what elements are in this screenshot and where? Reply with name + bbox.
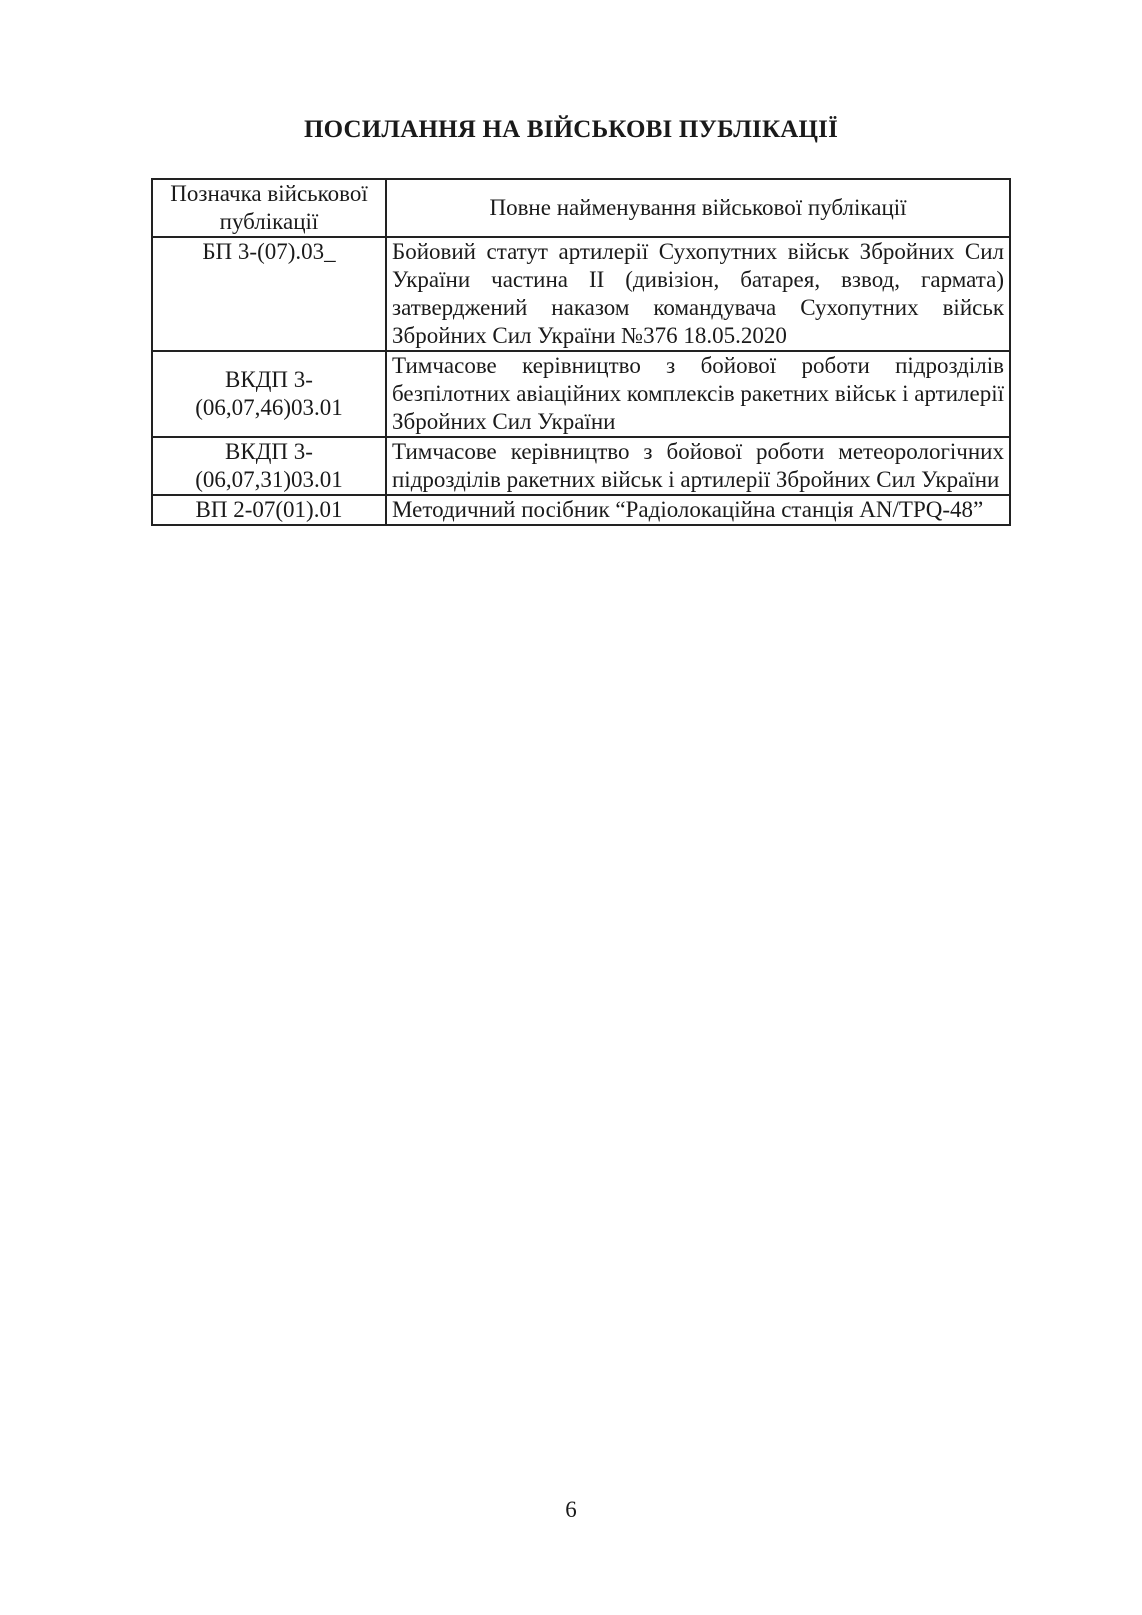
table-row	[152, 495, 1010, 525]
publication-code: ВП 2-07(01).01	[152, 495, 386, 525]
publication-name: Методичний посібник “Радіолокаційна станція AN/TPQ-48”	[386, 495, 1010, 525]
table-row	[152, 437, 1010, 495]
header-full-name: Повне найменування військової публікації	[386, 179, 1010, 237]
table-row	[152, 351, 1010, 437]
publication-name: Тимчасове керівництво з бойової роботи підрозділів безпілотних авіаційних комплексів ракетних військ і артилерії Збройних Сил України	[386, 351, 1010, 437]
publications-table	[151, 178, 1011, 526]
publication-code: ВКДП 3-(06,07,31)03.01	[152, 437, 386, 495]
table-row	[152, 237, 1010, 351]
header-designation: Позначка військової публікації	[152, 179, 386, 237]
page-number: 6	[565, 1497, 577, 1522]
publication-code: БП 3-(07).03_	[152, 237, 386, 351]
publication-name: Бойовий статут артилерії Сухопутних військ Збройних Сил України частина ІІ (дивізіон, батарея, взвод, гармата) затверджений наказом командувача Сухопутних військ Збройних Сил України №376 18.05.2020	[386, 237, 1010, 351]
publication-name: Тимчасове керівництво з бойової роботи метеорологічних підрозділів ракетних військ і артилерії Збройних Сил України	[386, 437, 1010, 495]
publication-code: ВКДП 3-(06,07,46)03.01	[152, 351, 386, 437]
table-header-row	[152, 179, 1010, 237]
page-title: ПОСИЛАННЯ НА ВІЙСЬКОВІ ПУБЛІКАЦІЇ	[303, 116, 839, 143]
